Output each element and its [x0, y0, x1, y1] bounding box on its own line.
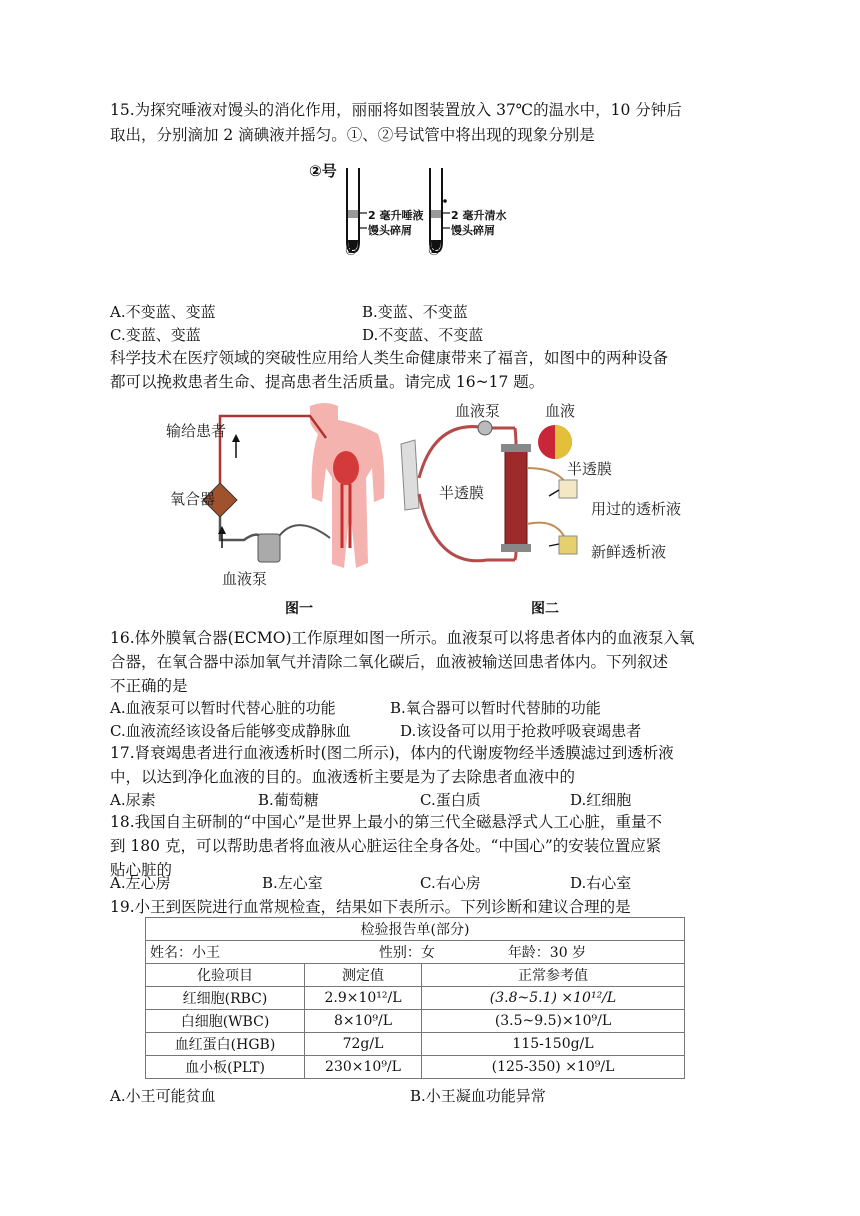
report-patient-info — [146, 941, 685, 964]
q15-stem-line2: 取出，分别滴加 2 滴碘液并摇匀。①、②号试管中将出现的现象分别是 — [110, 126, 595, 144]
tube-label: ②号 — [309, 162, 337, 180]
q17-option-a[interactable]: A.尿素 — [110, 791, 156, 809]
report-value: 2.9×10¹²/L — [305, 987, 422, 1010]
q18-stem-line3: 贴心脏的 — [110, 861, 173, 879]
report-value: 230×10⁹/L — [305, 1056, 422, 1079]
ecmo-label-pump: 血液泵 — [222, 570, 268, 588]
q16-option-b[interactable]: B.氧合器可以暂时代替肺的功能 — [390, 699, 601, 717]
dialysis-label-membrane-left: 半透膜 — [439, 484, 485, 502]
ecmo-label-to-patient: 输给患者 — [166, 422, 227, 440]
report-item: 红细胞(RBC) — [146, 987, 305, 1010]
report-header-value: 测定值 — [305, 964, 422, 987]
q19-stem-line1: 19.小王到医院进行血常规检查，结果如下表所示。下列诊断和建议合理的是 — [110, 898, 631, 916]
q18-option-d[interactable]: D.右心室 — [570, 874, 632, 892]
report-item: 白细胞(WBC) — [146, 1010, 305, 1033]
q18-stem-line1: 18.我国自主研制的“中国心”是世界上最小的第三代全磁悬浮式人工心脏，重量不 — [110, 813, 663, 831]
q15-test-tube-figure — [305, 160, 525, 265]
q18-option-b[interactable]: B.左心室 — [262, 874, 323, 892]
report-age: 年龄：30 岁 — [507, 945, 587, 961]
figure2-caption: 图二 — [531, 601, 559, 617]
dialysis-label-pump: 血液泵 — [455, 402, 501, 420]
q15-option-d[interactable]: D.不变蓝、不变蓝 — [362, 326, 484, 344]
tube1-number: ① — [345, 243, 357, 259]
q17-stem-line1: 17.肾衰竭患者进行血液透析时(图二所示)，体内的代谢废物经半透膜滤过到透析液 — [110, 744, 674, 762]
table-row — [146, 1033, 685, 1056]
table-row — [146, 1056, 685, 1079]
q16-stem-line1: 16.体外膜氧合器(ECMO)工作原理如图一所示。血液泵可以将患者体内的血液泵入氧 — [110, 629, 695, 647]
table-row — [146, 987, 685, 1010]
q16-option-d[interactable]: D.该设备可以用于抢救呼吸衰竭患者 — [400, 722, 642, 740]
lab-report-table — [145, 917, 685, 1079]
report-header-item: 化验项目 — [146, 964, 305, 987]
report-header-reference: 正常参考值 — [422, 964, 685, 987]
q18-option-a[interactable]: A.左心房 — [110, 874, 171, 892]
q16-stem-line3: 不正确的是 — [110, 677, 188, 695]
report-title: 检验报告单(部分) — [146, 918, 685, 941]
q17-option-b[interactable]: B.葡萄糖 — [258, 791, 319, 809]
tube2-solid-label: 馒头碎屑 — [451, 224, 495, 237]
intro-line1: 科学技术在医疗领域的突破性应用给人类生命健康带来了福音，如图中的两种设备 — [110, 349, 669, 367]
report-reference: (125-350) ×10⁹/L — [422, 1056, 685, 1079]
intro-line2: 都可以挽救患者生命、提高患者生活质量。请完成 16~17 题。 — [110, 373, 545, 391]
q15-option-b[interactable]: B.变蓝、不变蓝 — [362, 303, 468, 321]
report-value: 8×10⁹/L — [305, 1010, 422, 1033]
report-sex: 性别：女 — [378, 945, 435, 961]
dialysis-label-used: 用过的透析液 — [591, 500, 682, 518]
q19-option-a[interactable]: A.小王可能贫血 — [110, 1087, 216, 1105]
tube1-liquid-label: 2 毫升唾液 — [368, 209, 424, 222]
q16-option-a[interactable]: A.血液泵可以暂时代替心脏的功能 — [110, 699, 336, 717]
figure-ecmo — [160, 398, 400, 618]
q19-option-b[interactable]: B.小王凝血功能异常 — [410, 1087, 546, 1105]
q15-stem-line1: 15.为探究唾液对馒头的消化作用，丽丽将如图装置放入 37℃的温水中，10 分钟后 — [110, 101, 682, 119]
report-item: 血红蛋白(HGB) — [146, 1033, 305, 1056]
q17-stem-line2: 中，以达到净化血液的目的。血液透析主要是为了去除患者血液中的 — [110, 768, 576, 786]
report-item: 血小板(PLT) — [146, 1056, 305, 1079]
dialysis-label-fresh: 新鲜透析液 — [591, 543, 667, 561]
report-reference: 115-150g/L — [422, 1033, 685, 1056]
q16-option-c[interactable]: C.血液流经该设备后能够变成静脉血 — [110, 722, 351, 740]
tube2-number: ② — [428, 243, 440, 259]
report-name: 姓名：小王 — [150, 945, 220, 961]
figure1-caption: 图一 — [285, 601, 313, 617]
q18-stem-line2: 到 180 克，可以帮助患者将血液从心脏运往全身各处。“中国心”的安装位置应紧 — [110, 837, 662, 855]
figure-dialysis — [395, 398, 715, 620]
report-header-row — [146, 964, 685, 987]
q17-option-d[interactable]: D.红细胞 — [570, 791, 632, 809]
dialysis-label-membrane-right: 半透膜 — [567, 460, 613, 478]
q17-option-c[interactable]: C.蛋白质 — [420, 791, 481, 809]
ecmo-label-oxygenator: 氧合器 — [170, 490, 216, 508]
report-reference: (3.8~5.1) ×10¹²/L — [422, 987, 685, 1010]
tube2-liquid-label: 2 毫升清水 — [451, 209, 507, 222]
q16-stem-line2: 合器，在氧合器中添加氧气并清除二氧化碳后，血液被输送回患者体内。下列叙述 — [110, 653, 669, 671]
dialysis-label-blood: 血液 — [545, 402, 576, 420]
q15-option-c[interactable]: C.变蓝、变蓝 — [110, 326, 201, 344]
table-row — [146, 1010, 685, 1033]
report-reference: (3.5~9.5)×10⁹/L — [422, 1010, 685, 1033]
q15-option-a[interactable]: A.不变蓝、变蓝 — [110, 303, 216, 321]
q18-option-c[interactable]: C.右心房 — [420, 874, 481, 892]
tube1-solid-label: 馒头碎屑 — [368, 224, 412, 237]
report-value: 72g/L — [305, 1033, 422, 1056]
